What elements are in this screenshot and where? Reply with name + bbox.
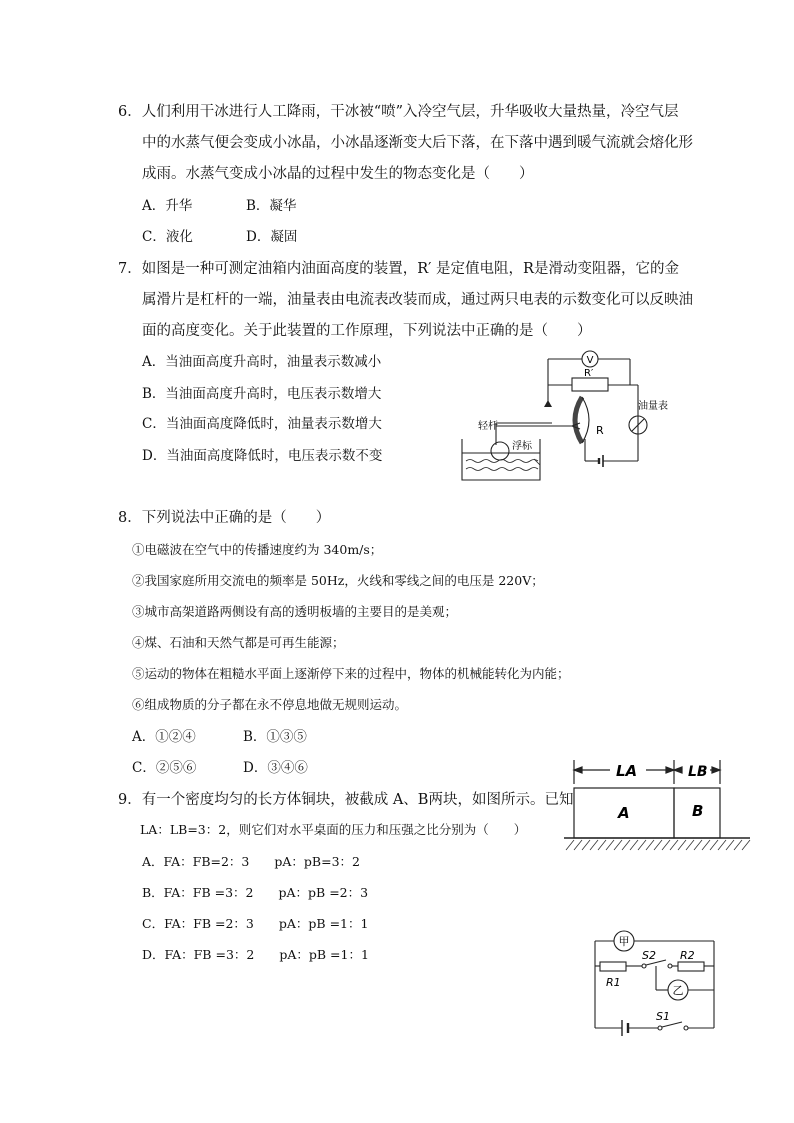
q8-option-a: A．①②④ [132, 729, 196, 745]
q6-option-c: C．液化 [142, 229, 193, 245]
q6-stem-line-1: 6．人们利用干冰进行人工降雨，干冰被“喷”入冷空气层，升华吸收大量热量，冷空气层 [118, 104, 679, 120]
q8-statement-6: ⑥组成物质的分子都在永不停息地做无规则运动。 [132, 697, 408, 712]
q8-option-d: D．③④⑥ [243, 760, 308, 776]
q9-option-b: B．FA：FB =3：2 pA：pB =2：3 [142, 885, 369, 900]
q6-option-b: B．凝华 [246, 198, 297, 214]
fixed-resistor-icon [572, 378, 608, 391]
q8-statement-2: ②我国家庭所用交流电的频率是 50Hz，火线和零线之间的电压是 220V； [132, 573, 544, 588]
q9-block-figure [564, 756, 754, 854]
variable-resistor-label: R [596, 424, 604, 437]
block-a-label: A [618, 804, 630, 822]
meter-jia-label: 甲 [618, 935, 630, 948]
q6-option-d: D．凝固 [246, 229, 298, 245]
float-label: 浮标 [512, 441, 532, 452]
q7-oil-gauge-figure [460, 345, 690, 490]
q8-stem: 8．下列说法中正确的是（ ） [118, 510, 331, 526]
switch-s2-label: S2 [642, 949, 656, 962]
q9-option-c: C．FA：FB =2：3 pA：pB =1：1 [142, 916, 369, 931]
oil-meter-label: 油量表 [638, 401, 668, 412]
q7-stem-line-3: 面的高度变化。关于此装置的工作原理，下列说法中正确的是（ ） [142, 323, 592, 339]
resistor-r2-label: R2 [680, 949, 695, 962]
q8-statement-3: ③城市高架道路两侧设有高的透明板墙的主要目的是美观； [132, 604, 458, 619]
resistor-r1-icon [600, 962, 626, 971]
q7-stem-line-1: 7．如图是一种可测定油箱内油面高度的装置，R′ 是定值电阻，R是滑动变阻器，它的金 [118, 261, 679, 277]
q8-option-c: C．②⑤⑥ [132, 760, 197, 776]
q6-stem-line-2: 中的水蒸气便会变成小冰晶，小冰晶逐渐变大后下落，在下落中遇到暖气流就会熔化形 [142, 135, 693, 151]
circuit-figure [590, 928, 722, 1040]
q7-stem-line-2: 属滑片是杠杆的一端，油量表由电流表改装而成，通过两只电表的示数变化可以反映油 [142, 292, 693, 308]
q9-stem-line-1: 9．有一个密度均匀的长方体铜块，被截成 A、B两块，如图所示。已知 [118, 792, 574, 808]
voltmeter-label: V [586, 355, 594, 366]
q6-stem-line-3: 成雨。水蒸气变成小冰晶的过程中发生的物态变化是（ ） [142, 166, 534, 182]
q8-statement-5: ⑤运动的物体在粗糙水平面上逐渐停下来的过程中，物体的机械能转化为内能； [132, 666, 570, 681]
q8-statement-4: ④煤、石油和天然气都是可再生能源； [132, 635, 345, 650]
q7-option-c: C．当油面高度降低时，油量表示数增大 [142, 416, 382, 432]
float-icon [491, 442, 509, 460]
length-b-label: LB [688, 764, 708, 780]
resistor-r1-label: R1 [606, 976, 621, 989]
meter-yi-label: 乙 [672, 984, 684, 997]
resistor-r2-icon [678, 962, 704, 971]
q9-stem-line-2: LA：LB=3：2，则它们对水平桌面的压力和压强之比分别为（ ） [140, 822, 527, 837]
fixed-resistor-label: R′ [584, 368, 594, 379]
q7-option-b: B．当油面高度升高时，电压表示数增大 [142, 386, 382, 402]
q7-option-d: D．当油面高度降低时，电压表示数不变 [142, 448, 383, 464]
switch-s1-label: S1 [656, 1010, 670, 1023]
q9-option-d: D．FA：FB =3：2 pA：pB =1：1 [142, 947, 369, 962]
q7-option-a: A．当油面高度升高时，油量表示数减小 [142, 354, 382, 370]
q8-option-b: B．①③⑤ [243, 729, 307, 745]
lever-label: 轻杆 [478, 421, 498, 432]
q8-statement-1: ①电磁波在空气中的传播速度约为 340m/s； [132, 542, 383, 557]
q9-option-a: A．FA：FB=2：3 pA：pB=3：2 [142, 854, 360, 869]
length-a-label: LA [616, 762, 638, 780]
block-b-label: B [692, 802, 704, 820]
q6-option-a: A．升华 [142, 198, 193, 214]
